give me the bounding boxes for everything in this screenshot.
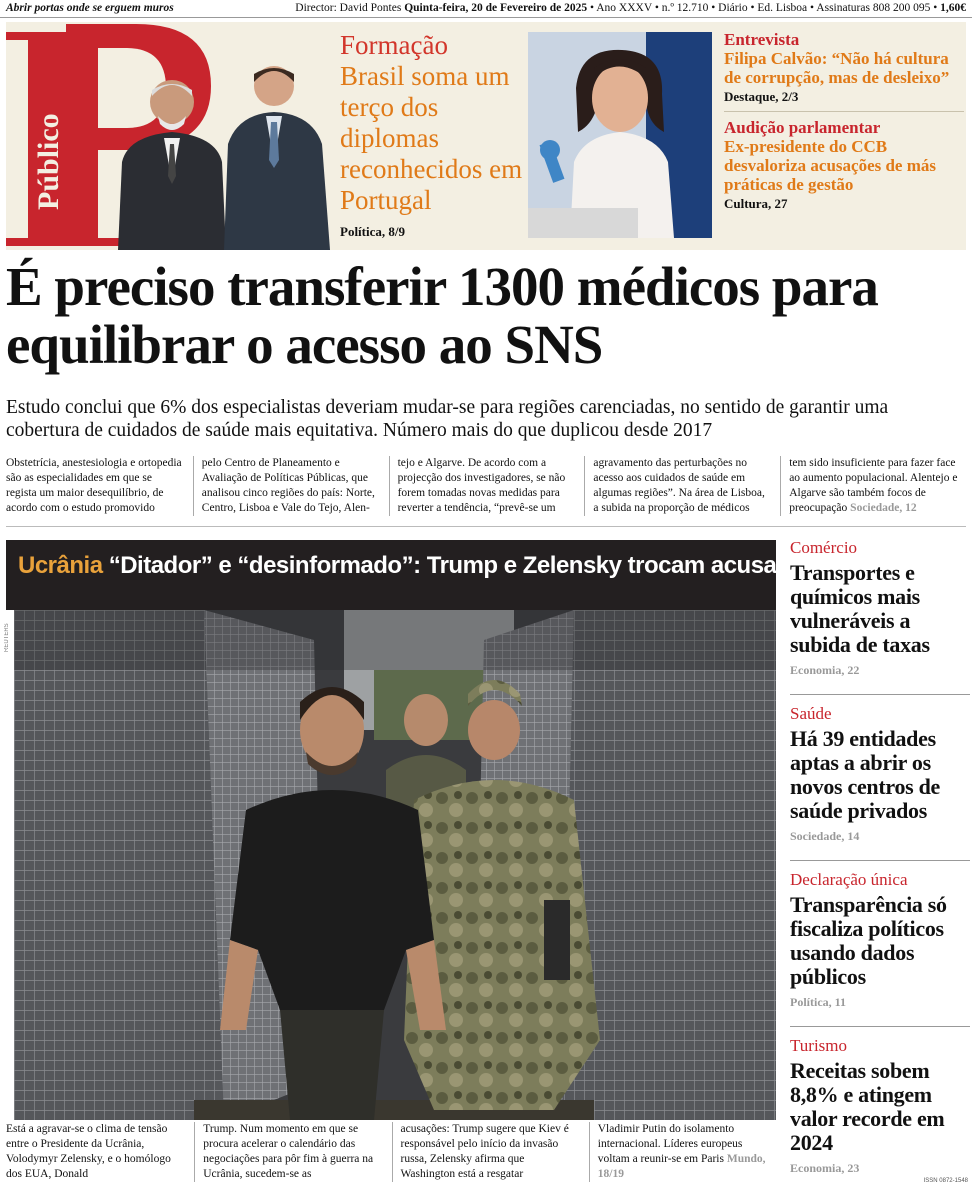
lead-body-col: Obstetrícia, anestesiologia e ortopedia são as especialidades em que se regista um maior desequilíbrio, de acordo com o estudo promovido	[6, 457, 182, 514]
photo-lula-montenegro	[108, 52, 332, 250]
story-kicker: Turismo	[790, 1036, 848, 1055]
edition-info	[295, 2, 966, 14]
lead-deck: Estudo conclui que 6% dos especialistas deveriam mudar-se para regiões carenciadas, no sentido de garantir uma cobertura de cuidados de saúde mais equitativa. Número mais do que duplicou desde 2017	[6, 397, 889, 441]
lead-body-col: agravamento das perturbações no acesso aos cuidados de saúde em algumas regiões”. Na área de Lisboa, a subida na proporção de médicos	[584, 456, 770, 516]
divider	[6, 526, 966, 527]
story-formacao[interactable]	[340, 30, 530, 216]
story-kicker: Formação	[340, 30, 448, 60]
slogan: Abrir portas onde se erguem muros	[6, 2, 174, 14]
story-kicker: Audição parlamentar	[724, 118, 881, 137]
divider	[790, 860, 970, 861]
sidebar-story-turismo[interactable]	[790, 1036, 970, 1176]
story-title: Há 39 entidades aptas a abrir os novos centros de saúde privados	[790, 726, 941, 823]
masthead-logo[interactable]	[6, 22, 336, 250]
top-strip	[0, 0, 972, 18]
divider	[724, 111, 964, 112]
story-title: Ex-presidente do CCB desvaloriza acusações de más práticas de gestão	[724, 137, 937, 194]
story-title: Transparência só fiscaliza políticos usando dados públicos	[790, 892, 947, 989]
story-page-ref: Sociedade, 14	[790, 829, 860, 843]
lead-body-col: pelo Centro de Planeamento e Avaliação de Políticas Públicas, que analisou cinco regiões do país: Norte, Centro, Lisboa e Vale do Tejo, Alen-	[193, 456, 379, 516]
story-page-ref: Economia, 23	[790, 1161, 860, 1175]
ukraine-body-col: Trump. Num momento em que se procura acelerar o calendário das negociações para pôr fim à guerra na Ucrânia, sucedem-se as	[194, 1122, 381, 1182]
logo-text: Público	[32, 113, 65, 210]
story-page-ref: Política, 8/9	[340, 224, 405, 239]
lead-body-col: tejo e Algarve. De acordo com a projecção dos investigadores, se não forem tomadas novas medidas para reverter a tendência, “prevê-se um	[389, 456, 575, 516]
story-kicker: Comércio	[790, 538, 858, 557]
price: 1,60€	[940, 2, 966, 14]
story-kicker: Saúde	[790, 704, 832, 723]
lead-body-col-last	[780, 456, 966, 516]
lead-page-ref: Sociedade, 12	[850, 502, 917, 514]
photo-zelensky-trench	[14, 610, 776, 1120]
ukraine-body	[6, 1122, 776, 1182]
story-page-ref: Cultura, 27	[724, 196, 788, 211]
divider	[790, 694, 970, 695]
lead-body	[6, 456, 966, 516]
sidebar-story-saude[interactable]	[790, 704, 970, 844]
ukraine-body-col: Está a agravar-se o clima de tensão entre o Presidente da Ucrânia, Volodymyr Zelensky, e o homólogo dos EUA, Donald	[6, 1123, 171, 1180]
lead-body-text: tem sido insuficiente para fazer face ao aumento populacional. Alentejo e Algarve são também focos de preocupação	[789, 457, 958, 514]
story-title: Brasil soma um terço dos diplomas reconhecidos em Portugal	[340, 61, 523, 215]
story-page-ref: Economia, 22	[790, 663, 860, 677]
story-title: Transportes e químicos mais vulneráveis a subida de taxas	[790, 560, 930, 657]
ukraine-kicker: Ucrânia	[18, 552, 103, 579]
divider	[790, 1026, 970, 1027]
ukraine-headline	[18, 552, 829, 580]
masthead-right-column	[724, 30, 964, 212]
logo-wordmark	[28, 62, 68, 212]
story-title: Filipa Calvão: “Não há cultura de corrupção, mas de desleixo”	[724, 49, 950, 87]
lead-headline[interactable]: É preciso transferir 1300 médicos para equilibrar o acesso ao SNS	[6, 256, 878, 375]
story-audicao[interactable]	[724, 118, 964, 212]
ukraine-page-ref: Mundo, 18/19	[597, 1153, 766, 1180]
sidebar-story-declaracao[interactable]	[790, 870, 970, 1010]
story-kicker: Entrevista	[724, 30, 800, 49]
story-entrevista[interactable]	[724, 30, 964, 105]
story-title: Receitas sobem 8,8% e atingem valor recorde em 2024	[790, 1058, 945, 1155]
masthead-band	[6, 22, 966, 250]
ukraine-body-col-last	[589, 1122, 776, 1182]
ukraine-title: “Ditador” e “desinformado”: Trump e Zelensky trocam acusações	[108, 552, 830, 579]
issue-details: • Ano XXXV • n.º 12.710 • Diário • Ed. Lisboa • Assinaturas 808 200 095 •	[589, 2, 938, 14]
ukraine-body-text: Vladimir Putin do isolamento internacional. Líderes europeus voltam a reunir-se em Paris	[597, 1123, 743, 1165]
director: Director: David Pontes	[295, 2, 402, 14]
photo-filipa-calvao	[528, 32, 712, 238]
photo-credit: REUTERS	[4, 623, 10, 652]
ukraine-body-col: acusações: Trump sugere que Kiev é responsável pelo início da invasão russa, Zelensky afirma que Washington está a resgatar	[392, 1122, 579, 1182]
story-kicker: Declaração única	[790, 870, 908, 889]
story-page-ref: Destaque, 2/3	[724, 89, 799, 104]
issn-barcode-text: ISSN 0872-1548	[923, 1178, 968, 1184]
story-page-ref: Política, 11	[790, 995, 846, 1009]
issue-date: Quinta-feira, 20 de Fevereiro de 2025	[404, 2, 588, 14]
sidebar-story-comercio[interactable]	[790, 538, 970, 678]
